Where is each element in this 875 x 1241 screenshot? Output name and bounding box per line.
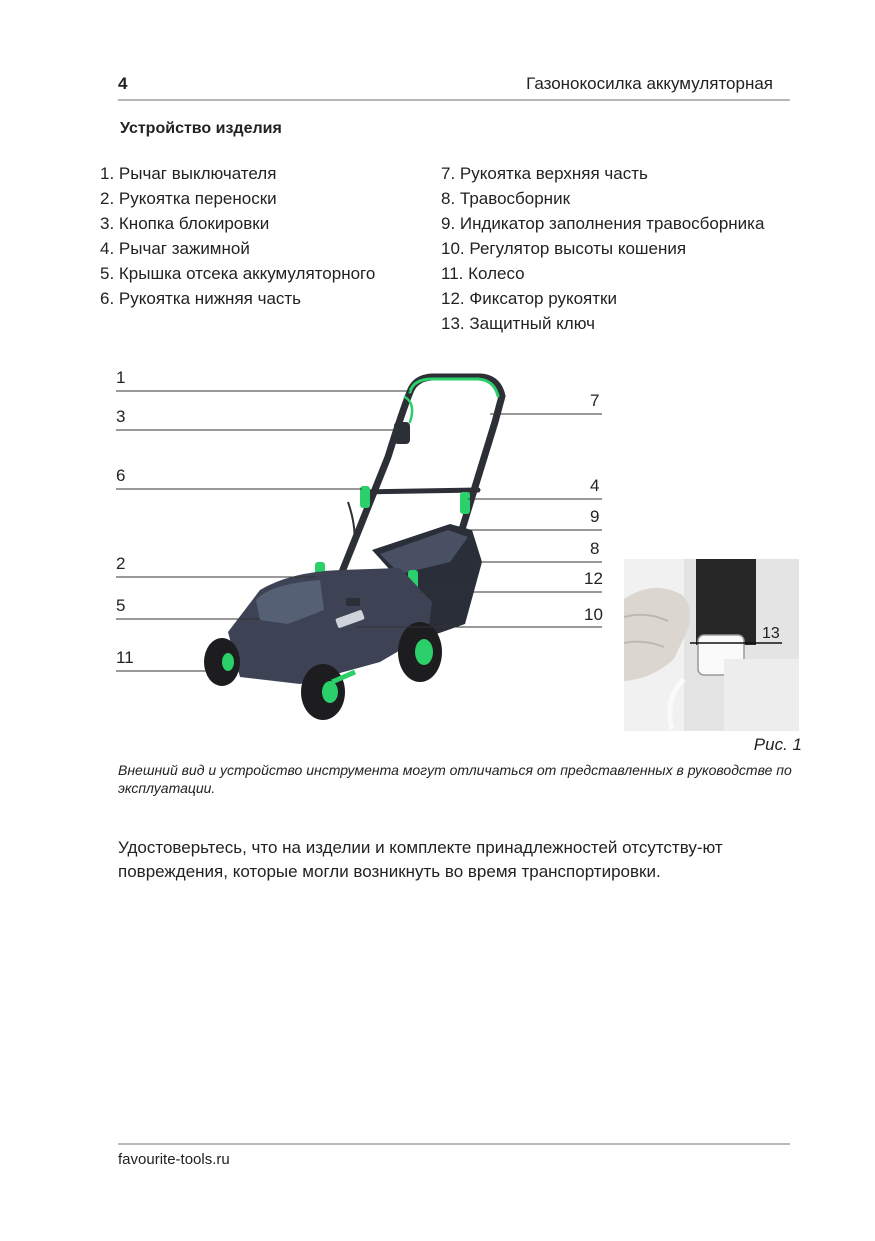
slot-interior bbox=[696, 559, 756, 645]
part-item: 13. Защитный ключ bbox=[441, 314, 595, 333]
part-item: 8. Травосборник bbox=[441, 189, 571, 208]
footer-url: favourite-tools.ru bbox=[118, 1151, 230, 1168]
part-item: 6. Рукоятка нижняя часть bbox=[100, 289, 302, 308]
lawnmower-illustration bbox=[110, 362, 610, 727]
part-item: 12. Фиксатор рукоятки bbox=[441, 289, 617, 308]
callout-label: 11 bbox=[116, 648, 134, 667]
callout-label: 5 bbox=[116, 596, 126, 615]
parts-list-left bbox=[100, 161, 375, 311]
disclaimer-note: Внешний вид и устройство инструмента могут отличаться от представленных в руководстве по эксплуатации. bbox=[118, 762, 792, 796]
callout-label: 8 bbox=[590, 539, 600, 558]
footer-rule bbox=[118, 1143, 790, 1145]
parts-list-right bbox=[441, 161, 764, 336]
section-title: Устройство изделия bbox=[120, 120, 282, 137]
wheel-rear bbox=[398, 622, 442, 682]
clamp-lever bbox=[460, 492, 470, 514]
callout-label: 6 bbox=[116, 466, 126, 485]
part-item: 5. Крышка отсека аккумуляторного bbox=[100, 264, 376, 283]
inspection-paragraph: Удостоверьтесь, что на изделии и комплекте принадлежностей отсутству-ют повреждения, которые могли возникнуть во время транспортировки. bbox=[118, 838, 723, 881]
wheel-front-left bbox=[204, 638, 240, 686]
callout-label: 4 bbox=[590, 476, 600, 495]
callout-label: 7 bbox=[590, 391, 600, 410]
part-item: 11. Колесо bbox=[441, 264, 525, 283]
running-title: Газонокосилка аккумуляторная bbox=[526, 74, 773, 93]
part-item: 10. Регулятор высоты кошения bbox=[441, 239, 687, 258]
part-item: 3. Кнопка блокировки bbox=[100, 214, 270, 233]
callout-label: 2 bbox=[116, 554, 126, 573]
callout-label: 1 bbox=[116, 368, 126, 387]
part-item: 4. Рычаг зажимной bbox=[100, 239, 250, 258]
header-rule bbox=[118, 99, 790, 101]
callout-label: 3 bbox=[116, 407, 126, 426]
lock-button bbox=[394, 422, 410, 444]
part-item: 7. Рукоятка верхняя часть bbox=[441, 164, 648, 183]
wheel-front bbox=[301, 664, 345, 720]
callout-label: 13 bbox=[762, 625, 780, 642]
part-item: 1. Рычаг выключателя bbox=[100, 164, 277, 183]
carry-handle bbox=[346, 598, 360, 606]
safety-key-detail-photo bbox=[624, 559, 799, 731]
figure-caption: Рис. 1 bbox=[753, 735, 802, 754]
page-number: 4 bbox=[118, 74, 128, 93]
part-item: 9. Индикатор заполнения травосборника bbox=[441, 214, 765, 233]
callout-label: 9 bbox=[590, 507, 600, 526]
callout-label: 12 bbox=[584, 569, 603, 588]
part-item: 2. Рукоятка переноски bbox=[100, 189, 277, 208]
callout-label: 10 bbox=[584, 605, 603, 624]
